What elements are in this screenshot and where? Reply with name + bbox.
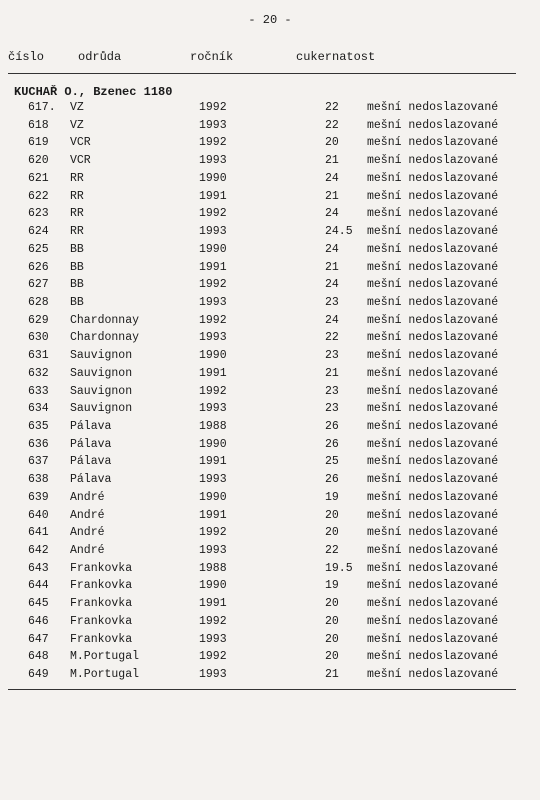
year-cell: 1992	[199, 526, 227, 540]
sugar-cell: 20	[325, 650, 339, 664]
variety-cell: Frankovka	[70, 597, 133, 611]
row-number: 627	[28, 278, 49, 292]
type-cell: mešní nedoslazované	[367, 402, 499, 416]
row-number: 635	[28, 420, 49, 433]
sugar-cell: 21	[325, 668, 339, 681]
row-number: 641	[28, 526, 49, 540]
year-cell: 1992	[199, 278, 227, 292]
variety-cell: Pálava	[70, 473, 112, 487]
header-rule	[8, 73, 516, 74]
table-row	[0, 402, 540, 420]
row-number: 640	[28, 508, 49, 522]
variety-cell: RR	[70, 207, 84, 221]
year-cell: 1991	[199, 260, 227, 274]
year-cell: 1988	[199, 561, 227, 575]
table-row	[0, 101, 540, 119]
variety-cell: Frankovka	[70, 632, 133, 646]
row-number: 643	[28, 561, 49, 575]
year-cell: 1990	[199, 437, 227, 451]
variety-cell: Frankovka	[70, 579, 133, 593]
column-header-rocnik: ročník	[190, 50, 234, 64]
table-row	[0, 225, 540, 243]
sugar-cell: 19	[325, 490, 339, 504]
year-cell: 1988	[199, 420, 227, 433]
row-number: 629	[28, 313, 49, 327]
row-number: 649	[28, 668, 49, 681]
sugar-cell: 22	[325, 118, 339, 132]
row-number: 647	[28, 632, 49, 646]
sugar-cell: 25	[325, 455, 339, 469]
variety-cell: RR	[70, 225, 84, 238]
year-cell: 1992	[199, 650, 227, 664]
year-cell: 1993	[199, 154, 227, 168]
table-row	[0, 261, 540, 279]
column-header-cukernatost: cukernatost	[296, 50, 376, 64]
row-number: 642	[28, 544, 49, 557]
type-cell: mešní nedoslazované	[367, 349, 499, 363]
type-cell: mešní nedoslazované	[367, 437, 499, 451]
variety-cell: Sauvignon	[70, 349, 133, 363]
table-row	[0, 172, 540, 190]
variety-cell: RR	[70, 189, 84, 203]
table-row	[0, 278, 540, 296]
row-number: 625	[28, 242, 49, 256]
sugar-cell: 24	[325, 278, 339, 292]
column-header-odruda: odrůda	[78, 50, 122, 64]
sugar-cell: 21	[325, 189, 339, 203]
type-cell: mešní nedoslazované	[367, 544, 499, 557]
row-number: 648	[28, 650, 49, 664]
table-row	[0, 207, 540, 225]
type-cell: mešní nedoslazované	[367, 225, 499, 238]
row-number: 618	[28, 118, 49, 132]
sugar-cell: 22	[325, 544, 339, 557]
sugar-cell: 23	[325, 402, 339, 416]
table-row	[0, 136, 540, 154]
variety-cell: André	[70, 526, 105, 540]
year-cell: 1992	[199, 101, 227, 114]
table-row	[0, 349, 540, 367]
table-row	[0, 190, 540, 208]
row-number: 631	[28, 349, 49, 363]
row-number: 619	[28, 136, 49, 150]
row-number: 637	[28, 455, 49, 469]
footer-rule	[8, 689, 516, 690]
variety-cell: VCR	[70, 154, 91, 168]
sugar-cell: 24	[325, 313, 339, 327]
sugar-cell: 23	[325, 295, 339, 309]
year-cell: 1991	[199, 189, 227, 203]
year-cell: 1993	[199, 668, 227, 681]
sugar-cell: 20	[325, 632, 339, 646]
year-cell: 1993	[199, 473, 227, 487]
row-number: 646	[28, 614, 49, 628]
sugar-cell: 20	[325, 597, 339, 611]
sugar-cell: 22	[325, 101, 339, 114]
table-row	[0, 650, 540, 668]
year-cell: 1990	[199, 242, 227, 256]
row-number: 633	[28, 384, 49, 398]
type-cell: mešní nedoslazované	[367, 366, 499, 380]
type-cell: mešní nedoslazované	[367, 278, 499, 292]
sugar-cell: 24	[325, 242, 339, 256]
table-row	[0, 526, 540, 544]
table-row	[0, 331, 540, 349]
variety-cell: VZ	[70, 101, 84, 114]
variety-cell: Chardonnay	[70, 331, 140, 345]
row-number: 624	[28, 225, 49, 238]
type-cell: mešní nedoslazované	[367, 101, 499, 114]
type-cell: mešní nedoslazované	[367, 207, 499, 221]
sugar-cell: 20	[325, 508, 339, 522]
year-cell: 1990	[199, 171, 227, 185]
type-cell: mešní nedoslazované	[367, 384, 499, 398]
sugar-cell: 20	[325, 136, 339, 150]
sugar-cell: 19.5	[325, 561, 353, 575]
row-number: 644	[28, 579, 49, 593]
type-cell: mešní nedoslazované	[367, 668, 499, 681]
table-row	[0, 119, 540, 137]
table-row	[0, 509, 540, 527]
type-cell: mešní nedoslazované	[367, 420, 499, 433]
table-row	[0, 544, 540, 562]
table-row	[0, 420, 540, 438]
type-cell: mešní nedoslazované	[367, 597, 499, 611]
year-cell: 1991	[199, 508, 227, 522]
table-row	[0, 597, 540, 615]
table-row	[0, 668, 540, 686]
type-cell: mešní nedoslazované	[367, 579, 499, 593]
row-number: 632	[28, 366, 49, 380]
year-cell: 1993	[199, 402, 227, 416]
variety-cell: Chardonnay	[70, 313, 140, 327]
table-row	[0, 385, 540, 403]
year-cell: 1991	[199, 597, 227, 611]
year-cell: 1993	[199, 118, 227, 132]
variety-cell: Sauvignon	[70, 402, 133, 416]
year-cell: 1992	[199, 136, 227, 150]
variety-cell: BB	[70, 295, 84, 309]
year-cell: 1990	[199, 349, 227, 363]
table-row	[0, 491, 540, 509]
sugar-cell: 24.5	[325, 225, 353, 238]
year-cell: 1992	[199, 614, 227, 628]
year-cell: 1993	[199, 295, 227, 309]
table-row	[0, 154, 540, 172]
row-number: 630	[28, 331, 49, 345]
variety-cell: M.Portugal	[70, 650, 140, 664]
year-cell: 1993	[199, 632, 227, 646]
type-cell: mešní nedoslazované	[367, 473, 499, 487]
variety-cell: Sauvignon	[70, 384, 133, 398]
row-number: 626	[28, 260, 49, 274]
row-number: 645	[28, 597, 49, 611]
type-cell: mešní nedoslazované	[367, 189, 499, 203]
table-row	[0, 438, 540, 456]
row-number: 620	[28, 154, 49, 168]
type-cell: mešní nedoslazované	[367, 490, 499, 504]
table-row	[0, 562, 540, 580]
year-cell: 1992	[199, 207, 227, 221]
type-cell: mešní nedoslazované	[367, 561, 499, 575]
table-row	[0, 473, 540, 491]
sugar-cell: 21	[325, 366, 339, 380]
table-row	[0, 615, 540, 633]
year-cell: 1990	[199, 490, 227, 504]
row-number: 617.	[28, 101, 56, 114]
row-number: 622	[28, 189, 49, 203]
row-number: 623	[28, 207, 49, 221]
variety-cell: Frankovka	[70, 614, 133, 628]
sugar-cell: 20	[325, 614, 339, 628]
table-row	[0, 314, 540, 332]
sugar-cell: 26	[325, 437, 339, 451]
sugar-cell: 26	[325, 420, 339, 433]
variety-cell: VZ	[70, 118, 84, 132]
column-header-cislo: číslo	[8, 50, 45, 64]
variety-cell: Pálava	[70, 420, 112, 433]
row-number: 634	[28, 402, 49, 416]
type-cell: mešní nedoslazované	[367, 455, 499, 469]
table-row	[0, 633, 540, 651]
sugar-cell: 21	[325, 154, 339, 168]
sugar-cell: 19	[325, 579, 339, 593]
variety-cell: André	[70, 544, 105, 557]
year-cell: 1991	[199, 455, 227, 469]
variety-cell: BB	[70, 242, 84, 256]
variety-cell: BB	[70, 278, 84, 292]
sugar-cell: 23	[325, 384, 339, 398]
row-number: 621	[28, 171, 49, 185]
variety-cell: BB	[70, 260, 84, 274]
variety-cell: VCR	[70, 136, 91, 150]
type-cell: mešní nedoslazované	[367, 614, 499, 628]
sugar-cell: 20	[325, 526, 339, 540]
sugar-cell: 21	[325, 260, 339, 274]
year-cell: 1993	[199, 544, 227, 557]
type-cell: mešní nedoslazované	[367, 650, 499, 664]
variety-cell: Frankovka	[70, 561, 133, 575]
table-row	[0, 367, 540, 385]
type-cell: mešní nedoslazované	[367, 331, 499, 345]
sugar-cell: 22	[325, 331, 339, 345]
row-number: 628	[28, 295, 49, 309]
year-cell: 1991	[199, 366, 227, 380]
row-number: 638	[28, 473, 49, 487]
row-number: 639	[28, 490, 49, 504]
type-cell: mešní nedoslazované	[367, 526, 499, 540]
sugar-cell: 24	[325, 171, 339, 185]
table-row	[0, 579, 540, 597]
variety-cell: RR	[70, 171, 84, 185]
variety-cell: André	[70, 508, 105, 522]
type-cell: mešní nedoslazované	[367, 118, 499, 132]
type-cell: mešní nedoslazované	[367, 313, 499, 327]
type-cell: mešní nedoslazované	[367, 632, 499, 646]
type-cell: mešní nedoslazované	[367, 136, 499, 150]
row-number: 636	[28, 437, 49, 451]
sugar-cell: 24	[325, 207, 339, 221]
type-cell: mešní nedoslazované	[367, 154, 499, 168]
sugar-cell: 26	[325, 473, 339, 487]
sugar-cell: 23	[325, 349, 339, 363]
year-cell: 1993	[199, 331, 227, 345]
year-cell: 1992	[199, 313, 227, 327]
group-title: KUCHAŘ O., Bzenec 1180	[14, 85, 173, 99]
variety-cell: André	[70, 490, 105, 504]
type-cell: mešní nedoslazované	[367, 260, 499, 274]
page-number: - 20 -	[248, 13, 292, 27]
type-cell: mešní nedoslazované	[367, 295, 499, 309]
variety-cell: Sauvignon	[70, 366, 133, 380]
variety-cell: Pálava	[70, 437, 112, 451]
variety-cell: Pálava	[70, 455, 112, 469]
type-cell: mešní nedoslazované	[367, 242, 499, 256]
table-row	[0, 296, 540, 314]
variety-cell: M.Portugal	[70, 668, 140, 681]
type-cell: mešní nedoslazované	[367, 508, 499, 522]
year-cell: 1992	[199, 384, 227, 398]
type-cell: mešní nedoslazované	[367, 171, 499, 185]
table-row	[0, 455, 540, 473]
table-row	[0, 243, 540, 261]
year-cell: 1990	[199, 579, 227, 593]
year-cell: 1993	[199, 225, 227, 238]
